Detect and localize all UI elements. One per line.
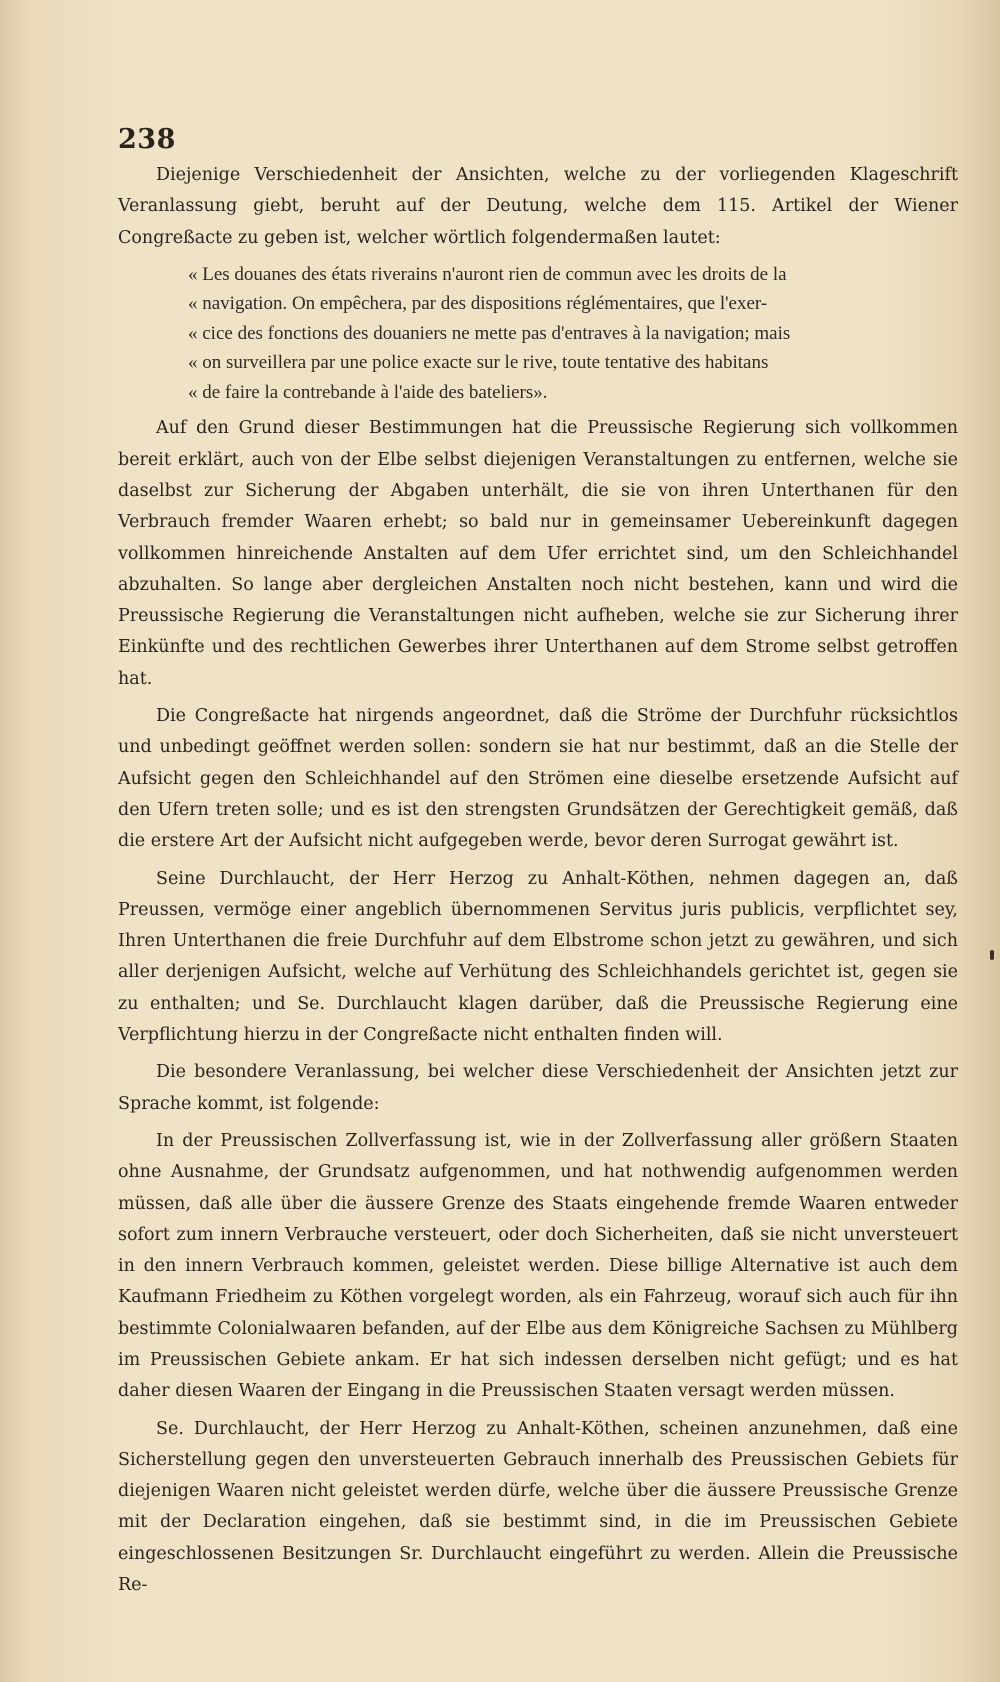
- paragraph: Die besondere Veranlassung, bei welcher diese Verschiedenheit der Ansichten jetzt zur Sprache kommt, ist folgende:: [118, 1062, 958, 1114]
- ink-mark: [990, 950, 994, 960]
- quote-line: « navigation. On empêchera, par des dispositions réglémentaires, que l'exer-: [188, 293, 768, 315]
- quote-line: « Les douanes des états riverains n'auront rien de commun avec les droits de la: [188, 263, 787, 285]
- quote-line: « cice des fonctions des douaniers ne mette pas d'entraves à la navigation; mais: [188, 322, 791, 344]
- paragraph: Auf den Grund dieser Bestimmungen hat die Preussische Regierung sich vollkommen bereit erklärt, auch von der Elbe selbst diejenigen Veranstaltungen zu entfernen, welche sie daselbst zur Sicherung der Abgaben unterhält, die sie von ihren Unterthanen für den Verbrauch fremder Waaren erhebt; so bald nur in gemeinsamer Uebereinkunft dagegen vollkommen hinreichende Anstalten auf dem Ufer errichtet sind, um den Schleichhandel abzuhalten. So lange aber dergleichen Anstalten noch nicht bestehen, kann und wird die Preussische Regierung die Veranstaltungen nicht aufheben, welche sie zur Sicherung ihrer Einkünfte und des rechtlichen Gewerbes ihrer Unterthanen auf dem Strome selbst getroffen hat.: [118, 418, 958, 689]
- page-body: [118, 160, 958, 1607]
- paragraph: Se. Durchlaucht, der Herr Herzog zu Anhalt-Köthen, scheinen anzunehmen, daß eine Sicherstellung gegen den unversteuerten Gebrauch innerhalb des Preussischen Gebiets für diejenigen Waaren nicht geleistet werden dürfe, welche über die äussere Preussische Grenze mit der Declaration eingehen, daß sie bestimmt sind, in die im Preussischen Gebiete eingeschlossenen Besitzungen Sr. Durchlaucht eingeführt zu werden. Allein die Preussische Re-: [118, 1418, 958, 1596]
- paragraph: Die Congreßacte hat nirgends angeordnet, daß die Ströme der Durchfuhr rücksichtlos und unbedingt geöffnet werden sollen: sondern sie hat nur bestimmt, daß an die Stelle der Aufsicht gegen den Schleichhandel auf den Strömen eine dieselbe ersetzende Aufsicht auf den Ufern treten solle; und es ist den strengsten Grundsätzen der Gerechtigkeit gemäß, daß die erstere Art der Aufsicht nicht aufgegeben werde, bevor deren Surrogat gewährt ist.: [118, 706, 958, 852]
- paragraph: In der Preussischen Zollverfassung ist, wie in der Zollverfassung aller größern Staaten ohne Ausnahme, der Grundsatz aufgenommen, und hat nothwendig aufgenommen werden müssen, daß alle über die äussere Grenze des Staats eingehende fremde Waaren entweder sofort zum innern Verbrauche versteuert, oder doch Sicherheiten, daß sie nicht unversteuert in den innern Verbrauch kommen, geleistet werden. Diese billige Alternative ist auch dem Kaufmann Friedheim zu Köthen vorgelegt worden, als ein Fahrzeug, worauf sich auch für ihn bestimmte Colonialwaaren befanden, auf der Elbe aus dem Königreiche Sachsen zu Mühlberg im Preussischen Gebiete ankam. Er hat sich indessen derselben nicht gefügt; und es hat daher diesen Waaren der Eingang in die Preussischen Staaten versagt werden müssen.: [118, 1130, 958, 1402]
- quote-line: « de faire la contrebande à l'aide des bateliers».: [188, 381, 548, 403]
- page-number: 238: [118, 124, 176, 155]
- paragraph: Seine Durchlaucht, der Herr Herzog zu Anhalt-Köthen, nehmen dagegen an, daß Preussen, vermöge einer angeblich übernommenen Servitus juris publicis, verpflichtet sey, Ihren Unterthanen die freie Durchfuhr auf dem Elbstrome schon jetzt zu gewähren, und sich aller derjenigen Aufsicht, welche auf Verhütung des Schleichhandels gerichtet ist, gegen sie zu enthalten; und Se. Durchlaucht klagen darüber, daß die Preussische Regierung eine Verpflichtung hierzu in der Congreßacte nicht enthalten finden will.: [118, 868, 958, 1046]
- paragraph-intro: Diejenige Verschiedenheit der Ansichten, welche zu der vorliegenden Klageschrift Veranlassung giebt, beruht auf der Deutung, welche dem 115. Artikel der Wiener Congreßacte zu geben ist, welcher wörtlich folgendermaßen lautet:: [118, 165, 958, 248]
- quote-line: « on surveillera par une police exacte sur le rive, toute tentative des habitans: [188, 352, 769, 374]
- french-quotation: [188, 260, 958, 408]
